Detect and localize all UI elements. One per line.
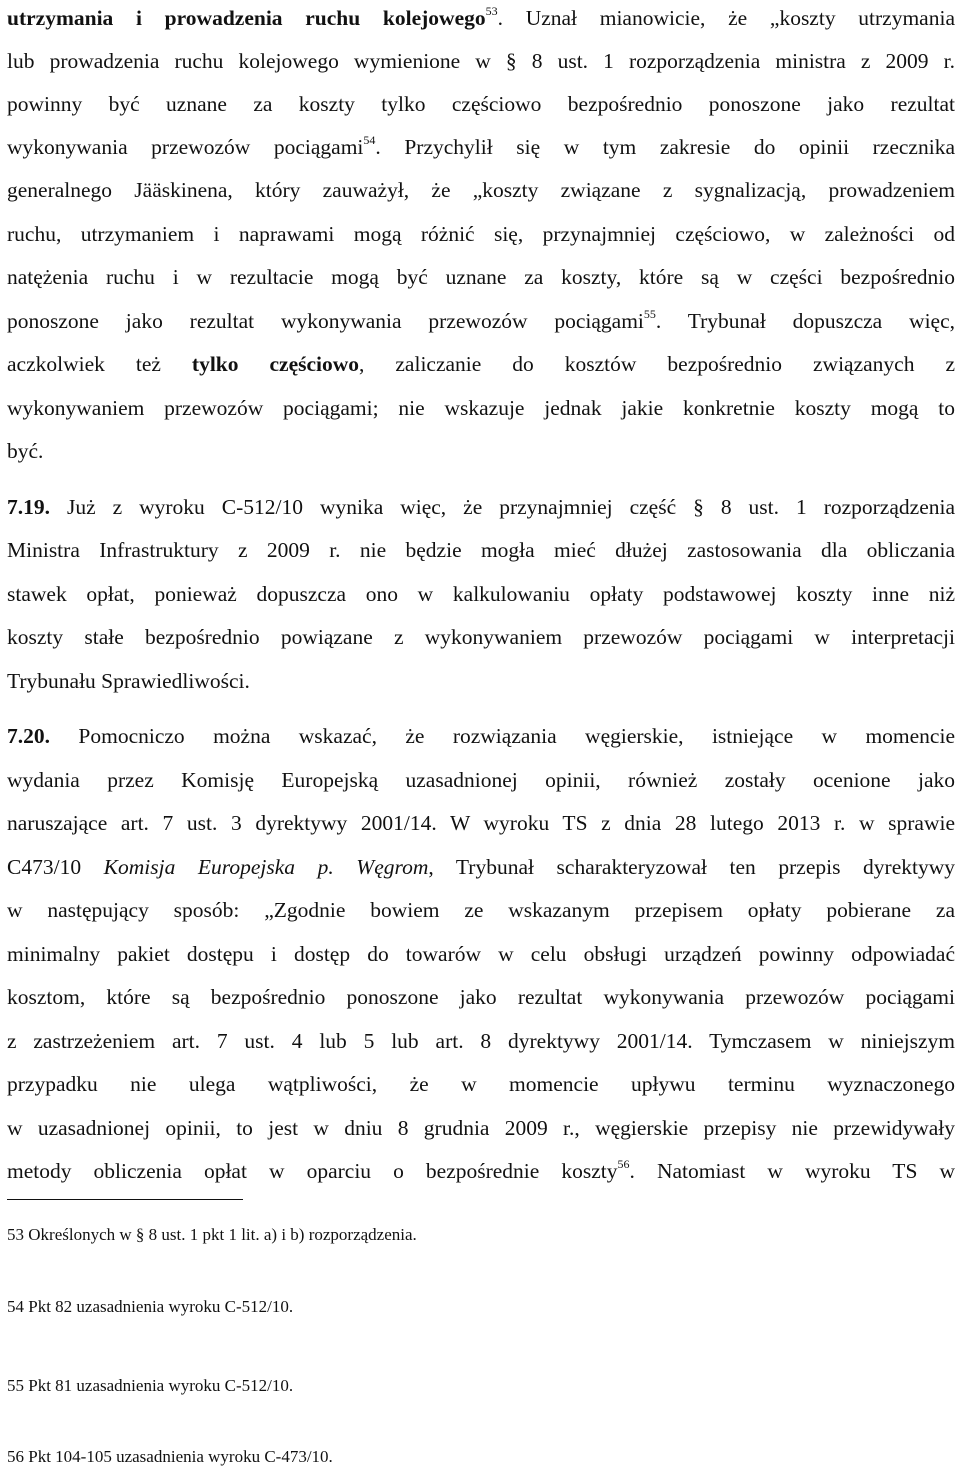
footnote-separator xyxy=(7,1199,243,1200)
text-span: . Uznał mianowicie, że „koszty utrzymania xyxy=(497,6,955,30)
text-line: przypadku nie ulega wątpliwości, że w momencie upływu terminu wyznaczonego xyxy=(7,1072,955,1096)
text-line xyxy=(7,1157,955,1187)
footnote: 53 Określonych w § 8 ust. 1 pkt 1 lit. a) i b) rozporządzenia. xyxy=(7,1225,417,1244)
text-span: . Przychylił się w tym zakresie do opinii rzecznika xyxy=(375,135,955,159)
text-line: naruszające art. 7 ust. 3 dyrektywy 2001/14. W wyroku TS z dnia 28 lutego 2013 r. w sprawie xyxy=(7,811,955,835)
text-line: być. xyxy=(7,439,44,463)
footnote: 54 Pkt 82 uzasadnienia wyroku C-512/10. xyxy=(7,1297,294,1316)
footnote: 56 Pkt 104-105 uzasadnienia wyroku C-473/10. xyxy=(7,1447,333,1466)
case-name: Komisja Europejska p. Węgrom xyxy=(103,855,429,879)
text-line: natężenia ruchu i w rezultacie mogą być uznane za koszty, które są w części bezpośrednio xyxy=(7,265,955,289)
text-line xyxy=(7,307,955,337)
text-line xyxy=(7,350,955,380)
text-line xyxy=(7,4,955,34)
text-span: . Natomiast w wyroku TS w xyxy=(629,1159,955,1183)
text-line: w następujący sposób: „Zgodnie bowiem ze wskazanym przepisem opłaty pobierane za xyxy=(7,898,955,922)
text-span: Już z wyroku C-512/10 wynika więc, że przynajmniej część § 8 ust. 1 rozporządzenia xyxy=(50,495,955,519)
text-line xyxy=(7,722,955,752)
text-line: z zastrzeżeniem art. 7 ust. 4 lub 5 lub art. 8 dyrektywy 2001/14. Tymczasem w niniejszym xyxy=(7,1029,955,1053)
text-span: , zaliczanie do kosztów bezpośrednio związanych z xyxy=(359,352,955,376)
text-line: generalnego Jääskinena, który zauważył, że „koszty związane z sygnalizacją, prowadzeniem xyxy=(7,178,955,202)
text-line: wydania przez Komisję Europejską uzasadnionej opinii, również zostały ocenione jako xyxy=(7,768,955,792)
paragraph-number: 7.19. xyxy=(7,495,50,519)
text-line: ruchu, utrzymaniem i naprawami mogą różnić się, przynajmniej częściowo, w zależności od xyxy=(7,222,955,246)
bold-phrase: tylko częściowo xyxy=(191,352,360,376)
footnote-ref[interactable]: 54 xyxy=(363,133,376,147)
text-line: Trybunału Sprawiedliwości. xyxy=(7,669,250,693)
text-span: , Trybunał scharakteryzował ten przepis dyrektywy xyxy=(428,855,955,879)
text-span: ponoszone jako rezultat wykonywania przewozów pociągami xyxy=(7,309,644,333)
text-span: C473/10 xyxy=(7,855,104,879)
footnote-ref[interactable]: 55 xyxy=(643,307,656,321)
bold-phrase: utrzymania i prowadzenia ruchu kolejowego xyxy=(7,6,486,30)
text-line: koszty stałe bezpośrednio powiązane z wykonywaniem przewozów pociągami w interpretacji xyxy=(7,625,955,649)
text-line: lub prowadzenia ruchu kolejowego wymienione w § 8 ust. 1 rozporządzenia ministra z 2009 r. xyxy=(7,49,955,73)
text-span: . Trybunał dopuszcza więc, xyxy=(655,309,955,333)
text-line: Ministra Infrastruktury z 2009 r. nie będzie mogła mieć dłużej zastosowania dla obliczania xyxy=(7,538,955,562)
text-line xyxy=(7,133,955,163)
text-line: minimalny pakiet dostępu i dostęp do towarów w celu obsługi urządzeń powinny odpowiadać xyxy=(7,942,955,966)
text-span: Pomocniczo można wskazać, że rozwiązania węgierskie, istniejące w momencie xyxy=(50,724,955,748)
text-span: metody obliczenia opłat w oparciu o bezpośrednie koszty xyxy=(7,1159,618,1183)
footnote: 55 Pkt 81 uzasadnienia wyroku C-512/10. xyxy=(7,1376,294,1395)
text-line xyxy=(7,853,955,883)
text-line: wykonywaniem przewozów pociągami; nie wskazuje jednak jakie konkretnie koszty mogą to xyxy=(7,396,955,420)
text-line: kosztom, które są bezpośrednio ponoszone jako rezultat wykonywania przewozów pociągami xyxy=(7,985,955,1009)
text-line: w uzasadnionej opinii, to jest w dniu 8 grudnia 2009 r., węgierskie przepisy nie przewidywały xyxy=(7,1116,955,1140)
text-span: aczkolwiek też xyxy=(7,352,192,376)
footnote-ref[interactable]: 56 xyxy=(617,1157,630,1171)
text-line: powinny być uznane za koszty tylko częściowo bezpośrednio ponoszone jako rezultat xyxy=(7,92,955,116)
footnote-ref[interactable]: 53 xyxy=(485,4,498,18)
text-line: stawek opłat, ponieważ dopuszcza ono w kalkulowaniu opłaty podstawowej koszty inne niż xyxy=(7,582,955,606)
text-line xyxy=(7,493,955,523)
paragraph-number: 7.20. xyxy=(7,724,50,748)
text-span: wykonywania przewozów pociągami xyxy=(7,135,364,159)
